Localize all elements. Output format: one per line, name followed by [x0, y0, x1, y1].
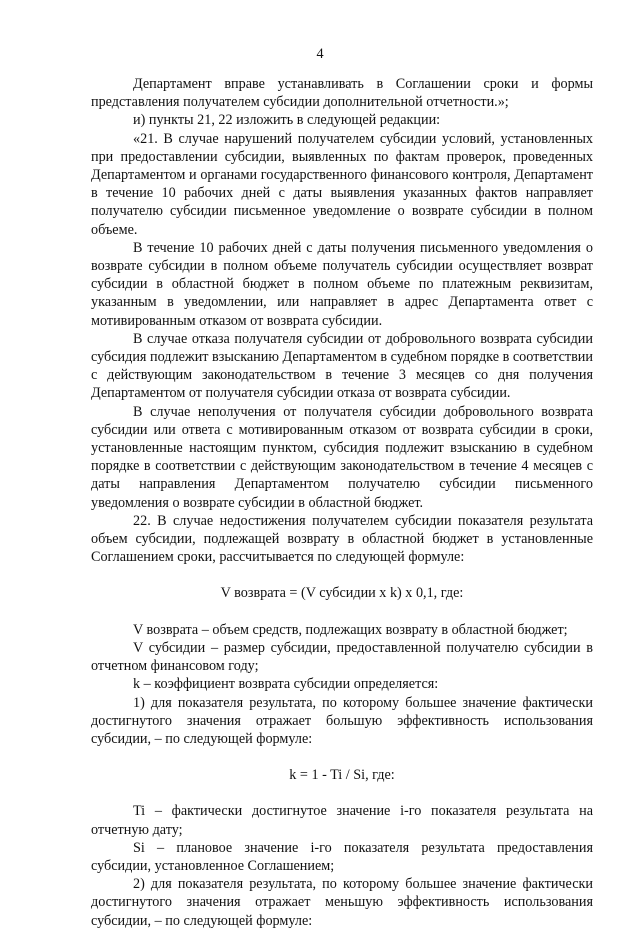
formula-coefficient-k: k = 1 - Ti / Si, где: [289, 767, 395, 784]
definition-v-subsidy: V субсидии – размер субсидии, предоставленной получателю субсидии в отчетном финансовом году; [91, 639, 593, 675]
page-number: 4 [316, 46, 324, 62]
paragraph-point-22: 22. В случае недостижения получателем субсидии показателя результата объем субсидии, подлежащей возврату в областной бюджет в установленные Соглашением сроки, рассчитывается по следующей формуле: [91, 512, 593, 566]
definition-v-refund: V возврата – объем средств, подлежащих возврату в областной бюджет; [133, 621, 568, 638]
formula-refund-volume: V возврата = (V субсидии x k) x 0,1, где: [220, 585, 464, 602]
paragraph-case-1: 1) для показателя результата, по которому большее значение фактически достигнутого значения отражает большую эффективность использования субсидии, – по следующей формуле: [91, 694, 593, 747]
document-body [91, 75, 593, 930]
paragraph-no-response-recovery: В случае неполучения от получателя субсидии добровольного возврата субсидии или ответа с мотивированным отказом от возврата субсидии в сроки, установленные настоящим пунктом, субсидия подлежит взысканию в судебном порядке в соответствии с действующим законодательством в течение 4 месяцев с даты направления Департаментом получателю субсидии письменного уведомления о возврате субсидии в областной бюджет. [91, 403, 593, 511]
definition-si: Si – плановое значение i-го показателя результата предоставления субсидии, установленное Соглашением; [91, 839, 593, 874]
paragraph-refusal-recovery: В случае отказа получателя субсидии от добровольного возврата субсидии субсидия подлежит взысканию Департаментом в судебном порядке в соответствии с действующим законодательством в течение 3 месяцев со дня получения Департаментом от получателя субсидии отказа от возврата субсидии. [91, 330, 593, 402]
definition-ti: Ti – фактически достигнутое значение i-го показателя результата на отчетную дату; [91, 803, 593, 838]
definition-k: k – коэффициент возврата субсидии определяется: [133, 676, 439, 693]
paragraph-refund-deadline: В течение 10 рабочих дней с даты получения письменного уведомления о возврате субсидии в полном объеме получатель субсидии осуществляет возврат субсидии в областной бюджет в полном объеме по платежным реквизитам, указанным в уведомлении, или направляет в адрес Департамента ответ с мотивированным отказом от возврата субсидии. [91, 239, 593, 329]
paragraph-point-21: «21. В случае нарушений получателем субсидии условий, установленных при предоставлении субсидии, выявленных по фактам проверок, проведенных Департаментом и органами государственного финансового контроля, Департамент в течение 10 рабочих дней с даты выявления указанных фактов направляет получателю субсидии письменное уведомление о возврате субсидии в полном объеме. [91, 130, 593, 238]
paragraph-case-2: 2) для показателя результата, по которому большее значение фактически достигнутого значения отражает меньшую эффективность использования субсидии, – по следующей формуле: [91, 876, 593, 929]
paragraph-amendment-points-21-22: и) пункты 21, 22 изложить в следующей редакции: [133, 112, 441, 129]
paragraph-additional-reporting: Департамент вправе устанавливать в Соглашении сроки и формы представления получателем субсидии дополнительной отчетности.»; [91, 76, 593, 111]
